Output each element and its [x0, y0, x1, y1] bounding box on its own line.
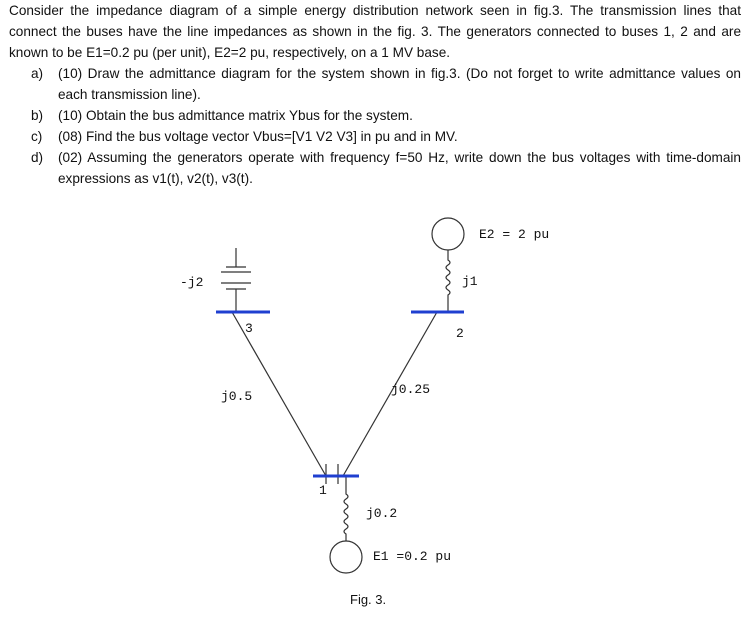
- problem-intro: Consider the impedance diagram of a simple energy distribution network seen in fig.3. The transmission lines that connect the buses have the line impedances as shown in the fig. 3. The generators connected to buses 1, 2 and are known to be E1=0.2 pu (per unit), E2=2 pu, respectively, on a 1 MV base.: [9, 3, 741, 60]
- bus-1-label: 1: [319, 483, 327, 498]
- line-1-3-impedance-label: j0.5: [221, 389, 253, 404]
- bus-3-label: 3: [245, 321, 253, 336]
- question-d-letter: d): [31, 150, 44, 165]
- generator-1-impedance-coil: [344, 476, 348, 541]
- question-d-text: (02) Assuming the generators operate with frequency f=50 Hz, write down the bus voltages with time-domain expressions as v1(t), v2(t), v3(t).: [58, 150, 741, 186]
- generator-2-source: [432, 218, 464, 250]
- generator-1-impedance-label: j0.2: [366, 506, 398, 521]
- question-c-text: (08) Find the bus voltage vector Vbus=[V1 V2 V3] in pu and in MV.: [58, 129, 458, 144]
- generator-2-impedance-coil: [446, 250, 450, 312]
- generator-1-source: [330, 541, 362, 573]
- question-b-letter: b): [31, 108, 44, 123]
- question-c-letter: c): [31, 129, 43, 144]
- line-1-2-impedance-label: j0.25: [391, 382, 431, 397]
- bus-3-capacitor: [221, 248, 251, 312]
- question-a-letter: a): [31, 66, 44, 81]
- generator-2-impedance-label: j1: [462, 274, 478, 289]
- question-a-text: (10) Draw the admittance diagram for the system shown in fig.3. (Do not forget to write admittance values on each transmission line).: [58, 66, 741, 102]
- bus-2-label: 2: [456, 326, 464, 341]
- e1-label: E1 =0.2 pu: [373, 549, 452, 564]
- question-b-text: (10) Obtain the bus admittance matrix Ybus for the system.: [58, 108, 413, 123]
- figure-caption: Fig. 3.: [350, 592, 387, 607]
- e2-label: E2 = 2 pu: [479, 227, 550, 242]
- capacitor-impedance-label: -j2: [180, 275, 204, 290]
